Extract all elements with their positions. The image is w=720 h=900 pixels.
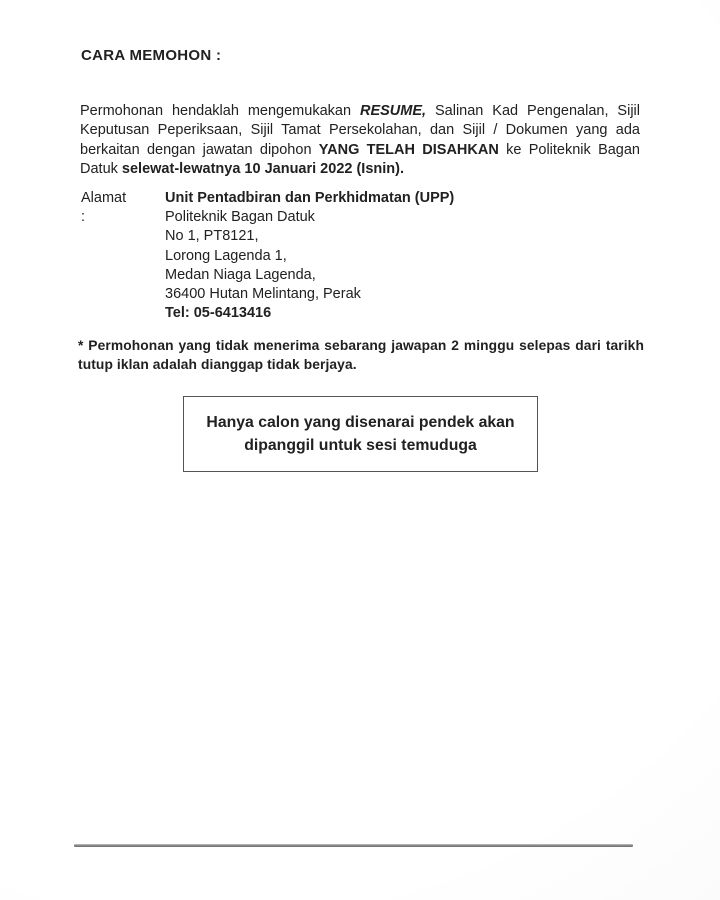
note-paragraph bbox=[78, 336, 644, 374]
text-line: Datuk selewat-lewatnya 10 Januari 2022 (Isnin). bbox=[80, 160, 404, 177]
text-line: Medan Niaga Lagenda, bbox=[165, 266, 316, 283]
text-line: Keputusan Peperiksaan, Sijil Tamat Persekolahan, dan Sijil / Dokumen yang ada bbox=[80, 122, 640, 139]
text-line: * Permohonan yang tidak menerima sebarang jawapan 2 minggu selepas dari tarikh bbox=[78, 338, 644, 353]
text-line: Lorong Lagenda 1, bbox=[165, 247, 287, 264]
text-line: Politeknik Bagan Datuk bbox=[165, 209, 315, 226]
text-line: Hanya calon yang disenarai pendek akan bbox=[206, 414, 515, 431]
text-line: tutup iklan adalah dianggap tidak berjaya. bbox=[78, 357, 357, 372]
shortlist-callout-box bbox=[183, 396, 538, 472]
intro-paragraph bbox=[80, 102, 640, 179]
text-line: Permohonan hendaklah mengemukakan RESUME, Salinan Kad Pengenalan, Sijil bbox=[80, 103, 640, 119]
text-line: dipanggil untuk sesi temuduga bbox=[244, 437, 477, 454]
address-label: Alamat : bbox=[81, 190, 127, 226]
text-line: No 1, PT8121, bbox=[165, 228, 259, 245]
text-line: Unit Pentadbiran dan Perkhidmatan (UPP) bbox=[165, 190, 455, 206]
section-heading: CARA MEMOHON : bbox=[81, 47, 222, 64]
address-lines bbox=[165, 189, 585, 323]
footer-rule bbox=[74, 844, 633, 847]
text-line: Tel: 05-6413416 bbox=[165, 305, 272, 322]
text-line: berkaitan dengan jawatan dipohon YANG TELAH DISAHKAN ke Politeknik Bagan bbox=[80, 141, 640, 158]
text-line: 36400 Hutan Melintang, Perak bbox=[165, 286, 361, 303]
